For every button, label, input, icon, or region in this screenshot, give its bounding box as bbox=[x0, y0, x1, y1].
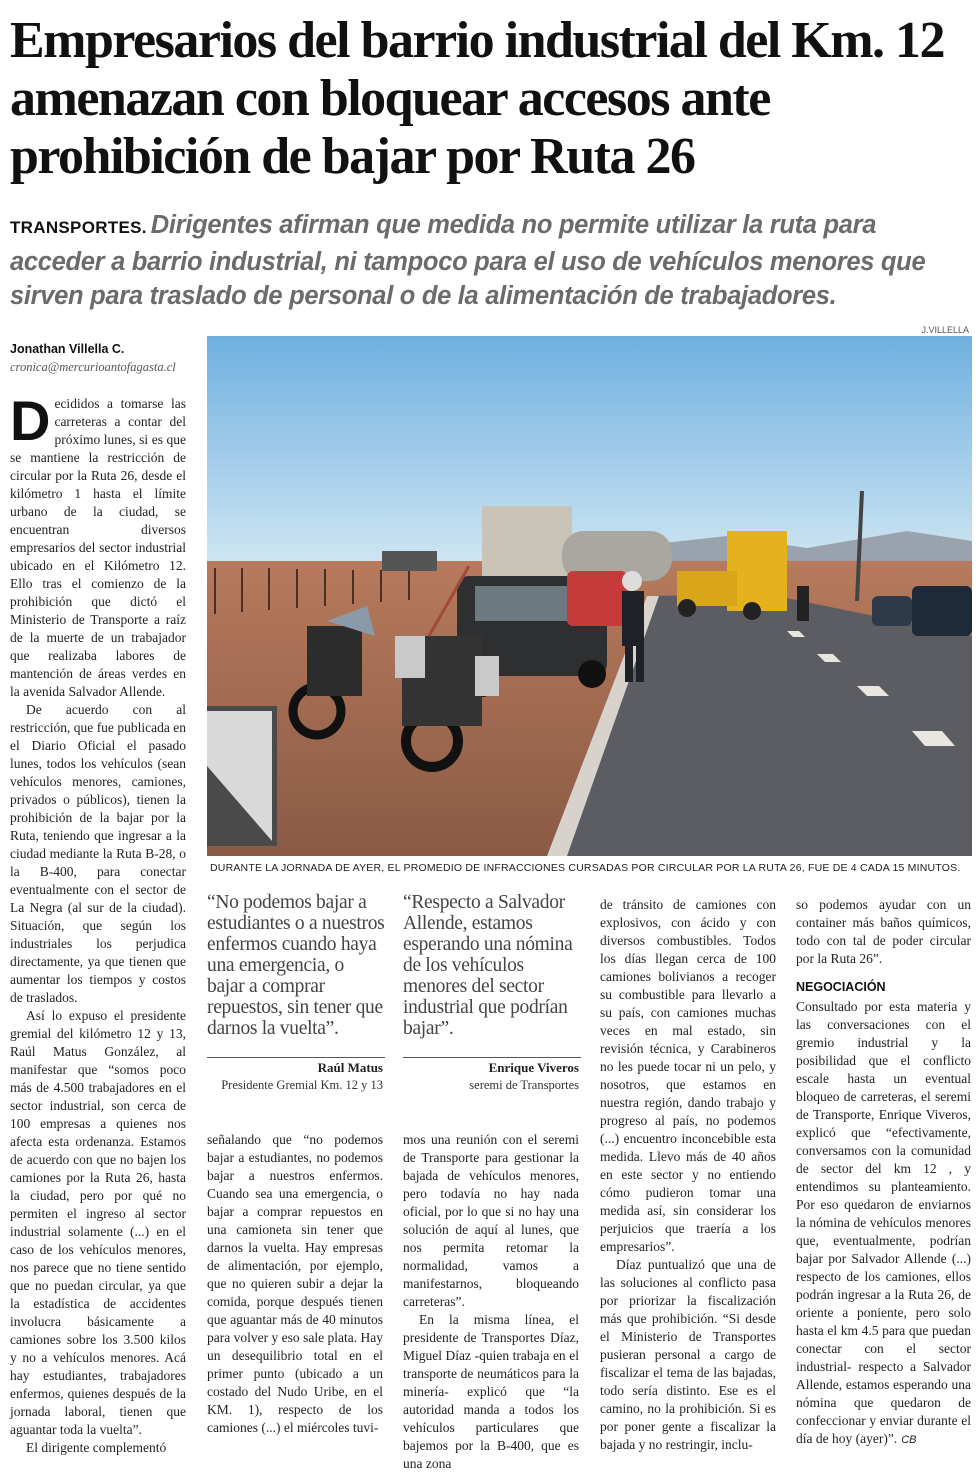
article-photo bbox=[207, 336, 972, 856]
paragraph-3: Así lo expuso el presidente gremial del kilómetro 12 y 13, Raúl Matus González, al manifestar que “somos poco más de 4.500 trabajadores en el sector industrial, son cerca de 100 empresas a quienes nos afecta esta ordenanza. Estamos de acuerdo con que no bajen los camiones por la Ruta 26, hasta la ciudad, pero por qué no permiten el ingreso al sector industrial solamente (...) en el caso de los vehículos menores, nos parece que no tiene sentido que no puedan circular, ya que la estadística de accidentes involucra básicamente a camiones sobre los 3.500 kilos y no a vehículos menores. Acá hay estudiantes, trabajadores enfermos, quienes después de la jornada laboral, tienen que aguantar toda la vuelta”. bbox=[10, 1008, 186, 1437]
quote-1-role: Presidente Gremial Km. 12 y 13 bbox=[221, 1078, 383, 1092]
quote-2-rule bbox=[403, 1057, 581, 1058]
author-byline: Jonathan Villella C. bbox=[10, 342, 125, 356]
quote-2-name: Enrique Viveros bbox=[488, 1060, 579, 1075]
deck bbox=[10, 208, 965, 313]
paragraph-1: Decididos a tomarse las carreteras a contar del próximo lunes, si es que se mantiene la restricción de circular por la Ruta 26, desde el kilómetro 1 hasta el límite urbano de la ciudad, se encuentran diversos empresarios del sector industrial ubicado en el Kilómetro 12. Ello tras el comienzo de la prohibición que dictó el Ministerio de Transporte a raíz de la muerte de un trabajador que realizaba labores de mantención de áreas verdes en la avenida Salvador Allende. bbox=[10, 389, 186, 699]
quote-1-rule bbox=[207, 1057, 385, 1058]
body-column-3 bbox=[403, 1131, 579, 1473]
section-label: TRANSPORTES. bbox=[10, 218, 147, 237]
paragraph-4: El dirigente complementó bbox=[26, 1440, 167, 1455]
subhead-negociacion: NEGOCIACIÓN bbox=[796, 980, 886, 994]
photo-caption: DURANTE LA JORNADA DE AYER, EL PROMEDIO DE INFRACCIONES CURSADAS POR CIRCULAR POR LA RUTA 26, FUE DE 4 CADA 15 MINUTOS. bbox=[210, 862, 961, 874]
body-column-5 bbox=[796, 896, 971, 1449]
paragraph-6: mos una reunión con el seremi de Transporte para gestionar la bajada de vehículos menores, pero todavía no hay nada oficial, por lo que si no hay una solución de aquí al lunes, que nos permita retomar la normalidad, vamos a manifestarnos, bloqueando carreteras”. bbox=[403, 1132, 579, 1309]
second-officer bbox=[797, 586, 809, 621]
paragraph-10: so podemos ayudar con un container más baños químicos, todo con tal de poder circular por la Ruta 26”. bbox=[796, 897, 971, 966]
quote-1-name: Raúl Matus bbox=[317, 1060, 383, 1075]
end-mark: CB bbox=[901, 1434, 917, 1446]
billboard bbox=[382, 551, 437, 571]
paragraph-9: Díaz puntualizó que una de las soluciones al conflicto pasa por priorizar la fiscalización más que prohibición. “Si desde el Ministerio de Transportes pusieran personal a cargo de fiscalizar el tema de las bajadas, todo sería distinto. Ese es el camino, no la prohibición. Si es por poner gente a fiscalizar la bajada y no restringir, inclu- bbox=[600, 1257, 776, 1452]
paragraph-7: En la misma línea, el presidente de Transportes Díaz, Miguel Díaz -quien trabaja en el transporte de neumáticos para la minería- explicó que “la autoridad manda a todos los vehículos particulares que bajemos por la B-400, que es una zona bbox=[403, 1312, 579, 1471]
body-column-2 bbox=[207, 1131, 383, 1437]
drop-cap: D bbox=[10, 389, 51, 452]
body-column-4 bbox=[600, 896, 776, 1454]
pull-quote-2: “Respecto a Salvador Allende, estamos esperando una nómina de los vehículos menores del sector industrial que podrían bajar”. bbox=[403, 892, 573, 1039]
headline: Empresarios del barrio industrial del Km. 12 amenazan con bloquear accesos ante prohibición de bajar por Ruta 26 bbox=[10, 12, 945, 185]
deck-text: Dirigentes afirman que medida no permite utilizar la ruta para acceder a barrio industrial, ni tampoco para el uso de vehículos menores que sirven para traslado de personal o de la alimentación de trabajadores. bbox=[10, 211, 926, 310]
photo-credit: J.VILLELLA bbox=[921, 325, 969, 335]
highway-photo-illustration bbox=[207, 336, 972, 856]
quote-2-role: seremi de Transportes bbox=[469, 1078, 579, 1092]
body-column-1 bbox=[10, 389, 186, 1457]
author-email[interactable]: cronica@mercurioantofagasta.cl bbox=[10, 360, 176, 374]
paragraph-8: de tránsito de camiones con explosivos, con ácido y con diversos combustibles. Todos los días llegan cerca de 100 camiones bolivianos a recoger su combustible para llevarlo a su país, con camiones muchas veces en mal estado, sin revisión técnica, y Carabineros no les puede tocar ni un pelo, y nosotros, que estamos en nuestra región, dando trabajo y progreso al país, no podemos (...) encuentro inconcebible esta medida. Llevo más de 40 años en este sector y no entiendo cómo pudieron tomar una medida así, sin considerar los perjuicios que traería a los empresarios”. bbox=[600, 897, 776, 1254]
red-car bbox=[567, 571, 627, 626]
paragraph-11: Consultado por esta materia y las conversaciones con el gremio industrial y la posibilidad que el conflicto escale hasta un eventual bloqueo de carreteras, el seremi de Transporte, Enrique Viveros, explicó que “efectivamente, conversamos con la comunidad de sector del km 12 , y entendimos su planteamiento. Por eso quedaron de enviarnos la nómina de vehículos menores que, eventualmente, podrían bajar por Salvador Allende (...) respecto de los camiones, ellos podrán ingresar a la Ruta 26, de oriente a poniente, pero solo hasta el km 4.5 para que puedan conectar con el sector industrial- respecto a Salvador Allende, estamos esperando una nómina que quedaron de confeccionar y enviar durante el día de hoy (ayer)”. CB bbox=[796, 999, 971, 1446]
paragraph-5: señalando que “no podemos bajar a estudiantes, no podemos bajar a nuestros enfermos. Cuando sea una emergencia, o bajar a comprar repuestos en una camioneta sin tener que darnos la vuelta. Hay empresas de alimentación, por ejemplo, que no quieren subir a dejar la comida, porque después tienen que aguantar más de 40 minutos para volver y eso sale plata. Hay un desequilibrio total en el primer punto (ubicado a un costado del Nudo Uribe, en el KM. 1), respecto de los camiones (...) el miércoles tuvi- bbox=[207, 1132, 383, 1435]
pull-quote-1: “No podemos bajar a estudiantes o a nuestros enfermos cuando haya una emergencia, o bajar a comprar repuestos, sin tener que darnos la vuelta”. bbox=[207, 892, 385, 1039]
paragraph-2: De acuerdo con al restricción, que fue publicada en el Diario Oficial el pasado lunes, todos los vehículos (sean vehículos menores, camiones, privados o públicos), tienen la prohibición de la bajar por la Ruta, teniendo que ingresar a la ciudad mediante la Ruta B-28, o la B-400, para conectar eventualmente con el sector de La Negra (al sur de la ciudad). Situación, que según los industriales los perjudica directamente, ya que tienen que aumentar los tiempos y costos de traslados. bbox=[10, 702, 186, 1005]
